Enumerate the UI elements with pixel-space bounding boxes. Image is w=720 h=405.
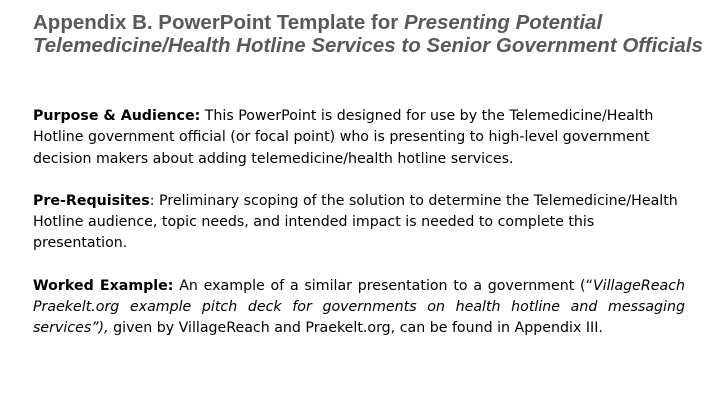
title-italic: Presenting Potential Telemedicine/Health Hotline Services to Senior Government Officials [33,11,703,57]
purpose-label: Purpose & Audience: [33,108,201,124]
slide-title [33,11,703,57]
prerequisites-text: : Preliminary scoping of the solution to determine the Telemedicine/Health Hotline audience, topic needs, and intended impact is needed to complete this presentation. [33,192,678,252]
worked-example-text-after: given by VillageReach and Praekelt.org, can be found in Appendix III. [108,320,603,337]
worked-example-italic: VillageReach Praekelt.org example pitch deck for governments on health hotline and messaging services”), [33,277,685,337]
prerequisites-paragraph [33,191,685,255]
worked-example-label: Worked Example: [33,277,174,294]
prerequisites-label: Pre-Requisites [33,192,150,209]
title-prefix: Appendix B. PowerPoint Template for [33,11,404,34]
worked-example-text-before: An example of a similar presentation to a government (“ [173,277,593,294]
worked-example-paragraph [33,276,685,340]
purpose-text: This PowerPoint is designed for use by the Telemedicine/Health Hotline government official (or focal point) who is presenting to high-level government decision makers about adding telemedicine/health hotline services. [33,108,654,167]
purpose-paragraph [33,106,685,170]
slide-body [33,106,685,361]
